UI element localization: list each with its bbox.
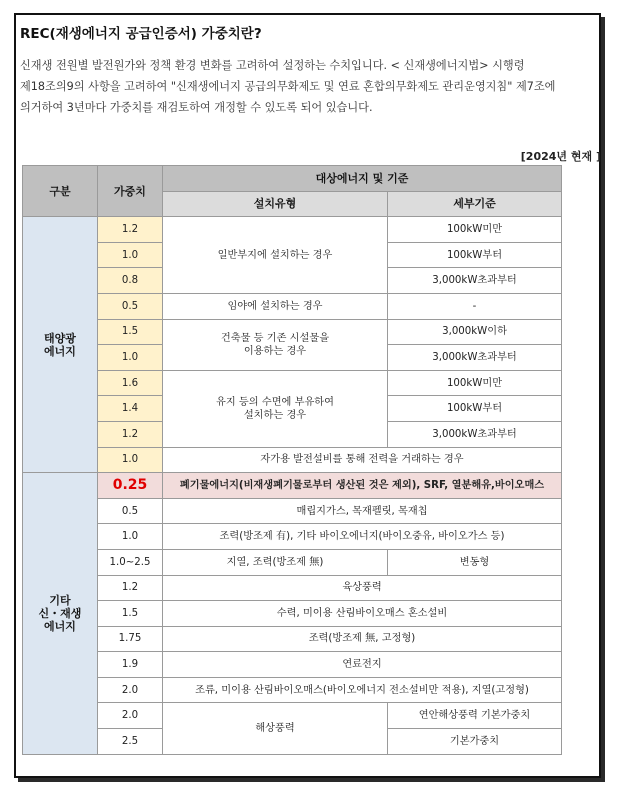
page-title: REC(재생에너지 공급인증서) 가중치란? bbox=[20, 26, 262, 42]
detail-cell: 3,000kW초과부터 bbox=[388, 268, 562, 294]
header-detail: 세부기준 bbox=[388, 191, 562, 217]
table-row bbox=[23, 549, 562, 575]
weight-cell: 1.5 bbox=[98, 601, 163, 627]
weight-cell: 1.0~2.5 bbox=[98, 549, 163, 575]
install-type-cell: 건축물 등 기존 시설물을 이용하는 경우 bbox=[163, 319, 388, 370]
weight-cell: 1.0 bbox=[98, 345, 163, 371]
install-type-cell: 해상풍력 bbox=[163, 703, 388, 754]
weight-cell: 1.4 bbox=[98, 396, 163, 422]
weight-cell: 1.2 bbox=[98, 421, 163, 447]
detail-cell: 100kW부터 bbox=[388, 242, 562, 268]
install-type-cell-highlight: 폐기물에너지(비재생폐기물로부터 생산된 것은 제외), SRF, 열분해유,바이오매스 bbox=[163, 473, 562, 499]
weight-cell: 0.8 bbox=[98, 268, 163, 294]
intro-paragraph: 신재생 전원별 발전원가와 정책 환경 변화를 고려하여 설정하는 수치입니다. < 신재생에너지법> 시행령 제18조의9의 사항을 고려하여 "신재생에너지 공급의무화제도 및 연료 혼합의무화제도 관리운영지침" 제7조에 의거하여 3년마다 가중치를 재검토하여 개정할 수 있도록 되어 있습니다. bbox=[20, 59, 556, 114]
install-type-cell: 일반부지에 설치하는 경우 bbox=[163, 217, 388, 294]
weight-cell-highlight: 0.25 bbox=[98, 473, 163, 499]
table-row bbox=[23, 498, 562, 524]
detail-cell: 3,000kW이하 bbox=[388, 319, 562, 345]
table-row bbox=[23, 293, 562, 319]
weight-cell: 1.0 bbox=[98, 524, 163, 550]
install-type-cell: 자가용 발전설비를 통해 전력을 거래하는 경우 bbox=[163, 447, 562, 473]
table-row bbox=[23, 626, 562, 652]
install-type-cell: 육상풍력 bbox=[163, 575, 562, 601]
weight-cell: 0.5 bbox=[98, 498, 163, 524]
table-row bbox=[23, 473, 562, 499]
detail-cell: 기본가중치 bbox=[388, 729, 562, 755]
install-type-cell: 연료전지 bbox=[163, 652, 562, 678]
weight-cell: 1.0 bbox=[98, 242, 163, 268]
detail-cell: 100kW미만 bbox=[388, 217, 562, 243]
install-type-cell: 조력(방조제 有), 기타 바이오에너지(바이오중유, 바이오가스 등) bbox=[163, 524, 562, 550]
table-row bbox=[23, 524, 562, 550]
weight-cell: 1.2 bbox=[98, 217, 163, 243]
detail-cell: 3,000kW초과부터 bbox=[388, 345, 562, 371]
header-category: 구분 bbox=[23, 166, 98, 217]
weight-cell: 0.5 bbox=[98, 293, 163, 319]
table-row bbox=[23, 575, 562, 601]
category-solar: 태양광 에너지 bbox=[23, 217, 98, 473]
install-type-cell: 지열, 조력(방조제 無) bbox=[163, 549, 388, 575]
weight-cell: 1.5 bbox=[98, 319, 163, 345]
weight-cell: 2.5 bbox=[98, 729, 163, 755]
year-label: [2024년 현재 ] bbox=[520, 150, 601, 163]
detail-cell: 3,000kW초과부터 bbox=[388, 421, 562, 447]
detail-cell: 100kW미만 bbox=[388, 370, 562, 396]
table-row bbox=[23, 217, 562, 243]
detail-cell: - bbox=[388, 293, 562, 319]
header-install-type: 설치유형 bbox=[163, 191, 388, 217]
table-row bbox=[23, 652, 562, 678]
table-row bbox=[23, 319, 562, 345]
table-row bbox=[23, 447, 562, 473]
weight-cell: 2.0 bbox=[98, 677, 163, 703]
install-type-cell: 임야에 설치하는 경우 bbox=[163, 293, 388, 319]
table-row bbox=[23, 601, 562, 627]
weight-cell: 1.9 bbox=[98, 652, 163, 678]
header-target: 대상에너지 및 기준 bbox=[163, 166, 562, 192]
install-type-cell: 조력(방조제 無, 고정형) bbox=[163, 626, 562, 652]
rec-weight-table bbox=[22, 165, 562, 755]
weight-cell: 1.75 bbox=[98, 626, 163, 652]
weight-cell: 1.6 bbox=[98, 370, 163, 396]
table-row bbox=[23, 677, 562, 703]
detail-cell: 100kW부터 bbox=[388, 396, 562, 422]
detail-cell: 연안해상풍력 기본가중치 bbox=[388, 703, 562, 729]
category-other: 기타 신・재생 에너지 bbox=[23, 473, 98, 755]
install-type-cell: 유지 등의 수면에 부유하여 설치하는 경우 bbox=[163, 370, 388, 447]
table-row bbox=[23, 703, 562, 729]
weight-cell: 2.0 bbox=[98, 703, 163, 729]
weight-cell: 1.0 bbox=[98, 447, 163, 473]
install-type-cell: 수력, 미이용 산림바이오매스 혼소설비 bbox=[163, 601, 562, 627]
install-type-cell: 조류, 미이용 산림바이오매스(바이오에너지 전소설비만 적용), 지열(고정형) bbox=[163, 677, 562, 703]
weight-cell: 1.2 bbox=[98, 575, 163, 601]
install-type-cell: 매립지가스, 목재펠릿, 목재칩 bbox=[163, 498, 562, 524]
detail-cell: 변동형 bbox=[388, 549, 562, 575]
table-row bbox=[23, 370, 562, 396]
header-weight: 가중치 bbox=[98, 166, 163, 217]
